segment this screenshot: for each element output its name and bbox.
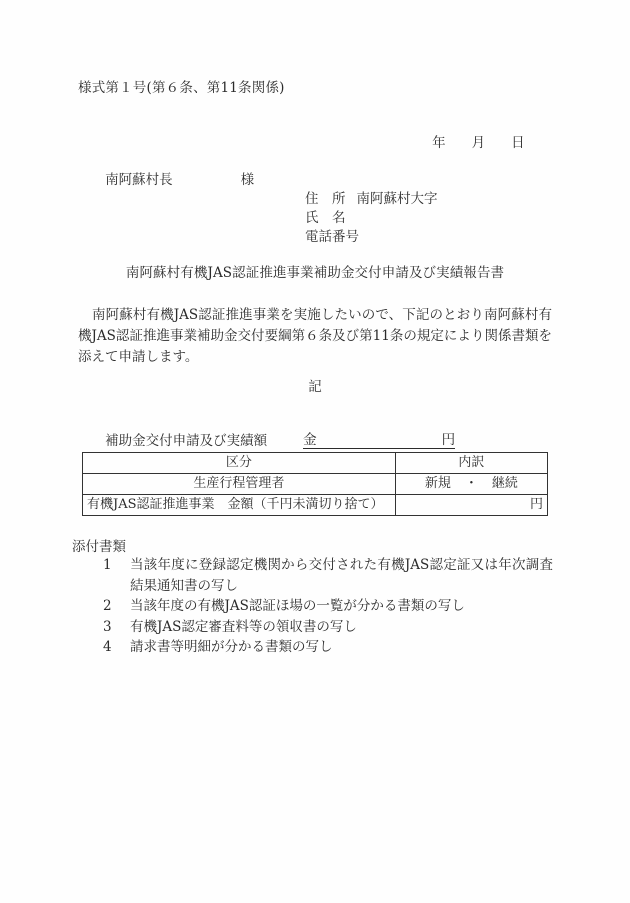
ki-mark: 記 (308, 379, 322, 395)
status-option-continue[interactable]: 継続 (491, 476, 518, 491)
amount-currency-prefix: 金 (303, 432, 317, 448)
applicant-address-row (305, 190, 438, 209)
table-row (83, 495, 548, 516)
addressee-honorific: 様 (240, 172, 255, 188)
applicant-block (305, 190, 438, 247)
list-item-text: 当該年度に登録認定機関から交付された有機JAS認定証又は年次調査結果通知書の写し (130, 557, 553, 594)
date-line (415, 115, 525, 167)
list-item-number: 2 (103, 598, 112, 614)
amount-input-field[interactable] (303, 431, 455, 449)
list-item (103, 637, 553, 658)
attachments-list (103, 555, 553, 658)
status-option-new[interactable]: 新規 (424, 476, 451, 491)
form-number: 様式第１号(第６条、第11条関係) (78, 80, 285, 96)
list-item-number: 1 (103, 557, 112, 573)
table-cell-amount-entry[interactable] (395, 495, 547, 516)
date-year-label: 年 (432, 135, 446, 151)
list-item (103, 555, 553, 596)
table-cell-status-choice[interactable] (395, 474, 547, 495)
list-item-number: 4 (103, 639, 112, 655)
table-header-uchiwake: 内訳 (395, 453, 547, 474)
table-header-row (83, 453, 548, 474)
amount-currency-suffix: 円 (441, 432, 456, 448)
applicant-address-value: 南阿蘇村大字 (356, 191, 438, 207)
breakdown-table (82, 452, 548, 516)
date-day-label: 日 (511, 135, 525, 151)
body-paragraph: 南阿蘇村有機JAS認証推進事業を実施したいので、下記のとおり南阿蘇村有機JAS認証推進事業補助金交付要綱第６条及び第11条の規定により関係書類を添えて申請します。 (78, 307, 552, 365)
addressee-line (88, 152, 254, 204)
attachments-heading: 添付書類 (72, 539, 126, 555)
table-amount-unit: 円 (529, 497, 543, 512)
applicant-phone-row (305, 228, 438, 247)
list-item (103, 596, 553, 617)
date-month-label: 月 (471, 135, 486, 151)
table-cell-kubun-producer: 生産行程管理者 (83, 474, 396, 495)
amount-label: 補助金交付申請及び実績額 (105, 433, 268, 449)
list-item-number: 3 (103, 618, 112, 635)
applicant-name-label: 氏 名 (305, 210, 346, 226)
document-title: 南阿蘇村有機JAS認証推進事業補助金交付申請及び実績報告書 (125, 265, 505, 281)
status-separator: ・ (464, 476, 478, 491)
list-item-text: 請求書等明細が分かる書類の写し (130, 639, 333, 655)
table-cell-kubun-project-amount: 有機JAS認証推進事業 金額（千円未満切り捨て） (83, 495, 396, 516)
list-item-text: 当該年度の有機JAS認証ほ場の一覧が分かる書類の写し (130, 598, 465, 614)
table-row (83, 474, 548, 495)
addressee-name: 南阿蘇村長 (105, 172, 173, 188)
applicant-name-row (305, 209, 438, 228)
table-header-kubun: 区分 (83, 453, 396, 474)
list-item (103, 617, 553, 638)
applicant-address-label: 住 所 (305, 191, 346, 207)
list-item-text: 有機JAS認定審査料等の領収書の写し (130, 618, 357, 635)
applicant-phone-label: 電話番号 (305, 229, 359, 245)
